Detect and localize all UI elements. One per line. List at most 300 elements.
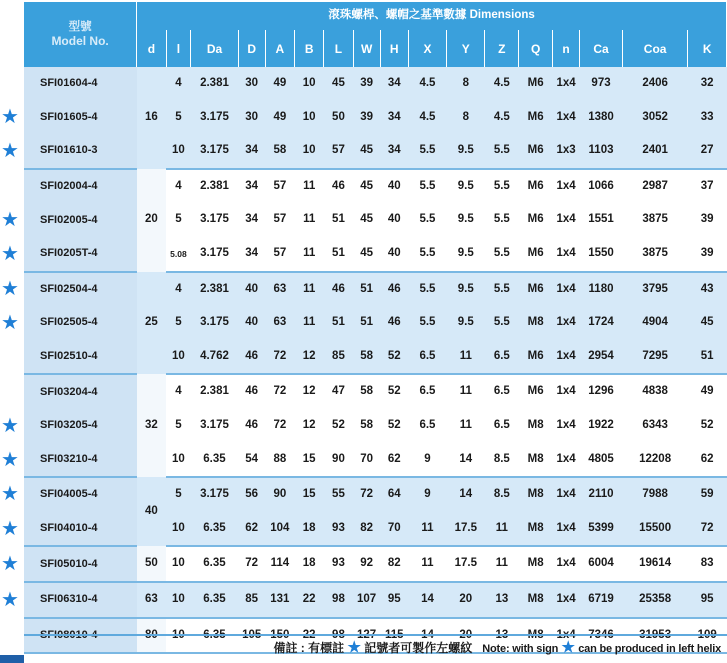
table-row [24, 237, 727, 272]
cell-k: 59 [688, 477, 727, 512]
cell-z: 5.5 [485, 134, 519, 169]
cell-q: M8 [519, 546, 553, 582]
cell-a: 57 [265, 169, 294, 204]
spec-table-wrapper [24, 2, 727, 654]
cell-k: 32 [688, 67, 727, 101]
cell-ca: 1296 [580, 374, 623, 409]
cell-coa: 3795 [622, 272, 687, 307]
model-number: SFI03205-4 [24, 409, 137, 443]
cell-q: M6 [519, 237, 553, 272]
star-icon: ★ [1, 448, 19, 471]
cell-x: 5.5 [408, 169, 446, 204]
cell-y: 9.5 [447, 134, 485, 169]
cell-q: M8 [519, 409, 553, 443]
cell-b: 15 [295, 477, 324, 512]
cell-w: 58 [353, 374, 380, 409]
cell-a: 72 [265, 340, 294, 375]
ball-screw-spec-table [24, 2, 727, 654]
cell-ca: 1724 [580, 306, 623, 340]
cell-x: 5.5 [408, 237, 446, 272]
cell-y: 9.5 [447, 306, 485, 340]
cell-h: 40 [380, 169, 408, 204]
cell-a: 63 [265, 272, 294, 307]
cell-h: 52 [380, 374, 408, 409]
cell-q: M8 [519, 477, 553, 512]
dimensions-header: 滾珠螺桿、螺帽之基準數據 Dimensions [137, 2, 727, 30]
cell-coa: 3875 [622, 203, 687, 237]
cell-da: 6.35 [191, 443, 238, 478]
nominal-diameter: 16 [137, 67, 166, 169]
cell-x: 6.5 [408, 374, 446, 409]
column-header-q: Q [519, 30, 553, 67]
cell-z: 5.5 [485, 237, 519, 272]
cell-w: 45 [353, 237, 380, 272]
cell-l: 51 [324, 306, 353, 340]
cell-d: 46 [238, 340, 265, 375]
cell-l: 5 [166, 101, 191, 135]
cell-w: 39 [353, 67, 380, 101]
nominal-diameter: 63 [137, 582, 166, 618]
cell-da: 3.175 [191, 101, 238, 135]
cell-y: 9.5 [447, 203, 485, 237]
cell-n: 1x4 [553, 306, 580, 340]
cell-q: M6 [519, 101, 553, 135]
cell-k: 72 [688, 512, 727, 547]
cell-q: M6 [519, 374, 553, 409]
cell-d: 54 [238, 443, 265, 478]
model-number: SFI04005-4 [24, 477, 137, 512]
cell-h: 34 [380, 134, 408, 169]
cell-l: 4 [166, 67, 191, 101]
star-icon: ★ [1, 553, 19, 576]
cell-y: 11 [447, 374, 485, 409]
model-header-zh: 型號 [68, 20, 92, 33]
model-number: SFI02005-4 [24, 203, 137, 237]
cell-d: 34 [238, 134, 265, 169]
column-header-l: l [166, 30, 191, 67]
column-header-h: H [380, 30, 408, 67]
cell-n: 1x4 [553, 582, 580, 618]
cell-n: 1x4 [553, 101, 580, 135]
cell-ca: 5399 [580, 512, 623, 547]
cell-n: 1x4 [553, 169, 580, 204]
cell-a: 58 [265, 134, 294, 169]
cell-da: 3.175 [191, 237, 238, 272]
cell-l: 5 [166, 306, 191, 340]
cell-x: 11 [408, 546, 446, 582]
cell-a: 114 [265, 546, 294, 582]
cell-h: 46 [380, 306, 408, 340]
footer-note [0, 638, 727, 660]
column-header-coa: Coa [622, 30, 687, 67]
cell-y: 14 [447, 443, 485, 478]
cell-l: 4 [166, 272, 191, 307]
cell-w: 82 [353, 512, 380, 547]
cell-h: 52 [380, 340, 408, 375]
cell-ca: 2110 [580, 477, 623, 512]
cell-ca: 1551 [580, 203, 623, 237]
cell-x: 5.5 [408, 134, 446, 169]
nominal-diameter: 20 [137, 169, 166, 272]
star-icon: ★ [1, 106, 19, 129]
cell-ca: 1922 [580, 409, 623, 443]
cell-d: 34 [238, 169, 265, 204]
cell-w: 51 [353, 272, 380, 307]
cell-x: 11 [408, 512, 446, 547]
model-header [24, 2, 137, 67]
table-row [24, 409, 727, 443]
cell-l: 10 [166, 582, 191, 618]
cell-coa: 4904 [622, 306, 687, 340]
cell-k: 43 [688, 272, 727, 307]
model-number: SFI02004-4 [24, 169, 137, 204]
star-icon: ★ [1, 311, 19, 334]
cell-l: 85 [324, 340, 353, 375]
cell-a: 63 [265, 306, 294, 340]
cell-ca: 1550 [580, 237, 623, 272]
cell-k: 27 [688, 134, 727, 169]
cell-x: 5.5 [408, 272, 446, 307]
cell-ca: 1180 [580, 272, 623, 307]
column-header-da: Da [191, 30, 238, 67]
cell-d: 40 [238, 306, 265, 340]
cell-coa: 3875 [622, 237, 687, 272]
cell-h: 64 [380, 477, 408, 512]
cell-a: 49 [265, 67, 294, 101]
cell-a: 104 [265, 512, 294, 547]
cell-da: 3.175 [191, 306, 238, 340]
cell-da: 4.762 [191, 340, 238, 375]
cell-b: 10 [295, 101, 324, 135]
cell-h: 46 [380, 272, 408, 307]
star-icon: ★ [1, 518, 19, 541]
cell-coa: 2406 [622, 67, 687, 101]
cell-l: 93 [324, 546, 353, 582]
cell-b: 12 [295, 340, 324, 375]
cell-x: 4.5 [408, 67, 446, 101]
cell-da: 6.35 [191, 512, 238, 547]
cell-a: 131 [265, 582, 294, 618]
star-icon: ★ [1, 209, 19, 232]
cell-da: 6.35 [191, 546, 238, 582]
cell-q: M6 [519, 203, 553, 237]
cell-da: 3.175 [191, 409, 238, 443]
cell-n: 1x4 [553, 477, 580, 512]
cell-coa: 2987 [622, 169, 687, 204]
nominal-diameter: 40 [137, 477, 166, 546]
cell-h: 70 [380, 512, 408, 547]
footer-note-en-prefix: Note: with sign [482, 643, 559, 655]
star-icon: ★ [1, 588, 19, 611]
cell-b: 10 [295, 134, 324, 169]
cell-da: 3.175 [191, 477, 238, 512]
cell-k: 62 [688, 443, 727, 478]
table-row [24, 306, 727, 340]
cell-w: 51 [353, 306, 380, 340]
footer-note-en-suffix: can be produced in left helix [578, 643, 721, 655]
cell-k: 83 [688, 546, 727, 582]
table-body [24, 67, 727, 653]
cell-w: 39 [353, 101, 380, 135]
cell-b: 11 [295, 306, 324, 340]
column-header-k: K [688, 30, 727, 67]
cell-b: 12 [295, 409, 324, 443]
cell-l: 93 [324, 512, 353, 547]
cell-y: 9.5 [447, 169, 485, 204]
cell-k: 45 [688, 306, 727, 340]
model-number: SFI04010-4 [24, 512, 137, 547]
cell-y: 20 [447, 582, 485, 618]
corner-bar [0, 655, 24, 663]
cell-k: 37 [688, 169, 727, 204]
cell-w: 70 [353, 443, 380, 478]
table-row [24, 443, 727, 478]
cell-x: 5.5 [408, 306, 446, 340]
cell-da: 2.381 [191, 272, 238, 307]
column-header-x: X [408, 30, 446, 67]
column-header-ca: Ca [580, 30, 623, 67]
cell-h: 34 [380, 67, 408, 101]
nominal-diameter: 50 [137, 546, 166, 582]
cell-ca: 973 [580, 67, 623, 101]
cell-l: 5.08 [166, 237, 191, 272]
cell-z: 5.5 [485, 306, 519, 340]
cell-a: 88 [265, 443, 294, 478]
cell-da: 6.35 [191, 582, 238, 618]
cell-y: 17.5 [447, 546, 485, 582]
cell-coa: 19614 [622, 546, 687, 582]
cell-w: 45 [353, 203, 380, 237]
cell-d: 34 [238, 203, 265, 237]
nominal-diameter: 32 [137, 374, 166, 477]
cell-l: 10 [166, 546, 191, 582]
cell-l: 10 [166, 443, 191, 478]
table-row [24, 203, 727, 237]
cell-h: 95 [380, 582, 408, 618]
cell-ca: 6719 [580, 582, 623, 618]
cell-z: 5.5 [485, 203, 519, 237]
cell-coa: 3052 [622, 101, 687, 135]
cell-q: M8 [519, 512, 553, 547]
cell-a: 57 [265, 203, 294, 237]
cell-l: 90 [324, 443, 353, 478]
cell-x: 14 [408, 582, 446, 618]
cell-z: 6.5 [485, 374, 519, 409]
cell-x: 6.5 [408, 409, 446, 443]
cell-coa: 7295 [622, 340, 687, 375]
cell-w: 45 [353, 169, 380, 204]
cell-coa: 6343 [622, 409, 687, 443]
table-row [24, 477, 727, 512]
table-row [24, 169, 727, 204]
table-row [24, 101, 727, 135]
cell-l: 4 [166, 374, 191, 409]
cell-ca: 4805 [580, 443, 623, 478]
cell-q: M6 [519, 134, 553, 169]
cell-z: 6.5 [485, 409, 519, 443]
model-number: SFI01604-4 [24, 67, 137, 101]
cell-w: 58 [353, 340, 380, 375]
cell-n: 1x4 [553, 512, 580, 547]
cell-q: M6 [519, 67, 553, 101]
cell-h: 62 [380, 443, 408, 478]
cell-ca: 1380 [580, 101, 623, 135]
cell-z: 6.5 [485, 340, 519, 375]
cell-coa: 4838 [622, 374, 687, 409]
cell-q: M8 [519, 443, 553, 478]
cell-x: 4.5 [408, 101, 446, 135]
cell-l: 5 [166, 203, 191, 237]
cell-da: 2.381 [191, 169, 238, 204]
column-header-y: Y [447, 30, 485, 67]
cell-l: 4 [166, 169, 191, 204]
cell-a: 57 [265, 237, 294, 272]
cell-b: 18 [295, 546, 324, 582]
cell-w: 72 [353, 477, 380, 512]
cell-l: 51 [324, 237, 353, 272]
cell-da: 2.381 [191, 374, 238, 409]
star-icon: ★ [561, 639, 575, 656]
star-icon: ★ [1, 140, 19, 163]
cell-l: 5 [166, 409, 191, 443]
cell-ca: 1103 [580, 134, 623, 169]
cell-l: 45 [324, 67, 353, 101]
cell-n: 1x4 [553, 67, 580, 101]
cell-l: 10 [166, 512, 191, 547]
column-header-n: n [553, 30, 580, 67]
model-number: SFI05010-4 [24, 546, 137, 582]
cell-h: 52 [380, 409, 408, 443]
cell-coa: 7988 [622, 477, 687, 512]
cell-q: M8 [519, 306, 553, 340]
cell-w: 58 [353, 409, 380, 443]
cell-z: 11 [485, 546, 519, 582]
model-number: SFI02510-4 [24, 340, 137, 375]
model-number: SFI06310-4 [24, 582, 137, 618]
cell-z: 4.5 [485, 67, 519, 101]
cell-z: 8.5 [485, 443, 519, 478]
cell-d: 62 [238, 512, 265, 547]
cell-q: M8 [519, 582, 553, 618]
table-row [24, 67, 727, 101]
star-icon: ★ [1, 277, 19, 300]
cell-b: 10 [295, 67, 324, 101]
cell-l: 57 [324, 134, 353, 169]
footer-prefix-zh: 備註 : 有標註 [273, 641, 345, 655]
cell-l: 46 [324, 169, 353, 204]
cell-d: 40 [238, 272, 265, 307]
nominal-diameter: 25 [137, 272, 166, 375]
cell-l: 47 [324, 374, 353, 409]
cell-q: M6 [519, 272, 553, 307]
star-icon: ★ [1, 414, 19, 437]
cell-k: 33 [688, 101, 727, 135]
cell-a: 72 [265, 409, 294, 443]
cell-n: 1x4 [553, 374, 580, 409]
cell-y: 11 [447, 409, 485, 443]
cell-d: 72 [238, 546, 265, 582]
cell-ca: 2954 [580, 340, 623, 375]
cell-d: 56 [238, 477, 265, 512]
cell-k: 95 [688, 582, 727, 618]
cell-n: 1x4 [553, 409, 580, 443]
cell-h: 82 [380, 546, 408, 582]
cell-z: 13 [485, 582, 519, 618]
cell-l: 5 [166, 477, 191, 512]
cell-d: 34 [238, 237, 265, 272]
cell-a: 49 [265, 101, 294, 135]
table-row [24, 512, 727, 547]
table-row [24, 374, 727, 409]
table-row [24, 546, 727, 582]
cell-l: 52 [324, 409, 353, 443]
column-header-d: d [137, 30, 166, 67]
cell-da: 3.175 [191, 134, 238, 169]
cell-coa: 12208 [622, 443, 687, 478]
model-number: SFI01605-4 [24, 101, 137, 135]
table-row [24, 272, 727, 307]
model-number: SFI02504-4 [24, 272, 137, 307]
cell-ca: 6004 [580, 546, 623, 582]
model-number: SFI02505-4 [24, 306, 137, 340]
cell-n: 1x4 [553, 546, 580, 582]
cell-x: 6.5 [408, 340, 446, 375]
cell-l: 51 [324, 203, 353, 237]
cell-b: 11 [295, 237, 324, 272]
cell-x: 9 [408, 477, 446, 512]
cell-x: 5.5 [408, 203, 446, 237]
cell-n: 1x4 [553, 237, 580, 272]
cell-n: 1x4 [553, 443, 580, 478]
star-icon: ★ [347, 639, 361, 656]
cell-d: 46 [238, 409, 265, 443]
cell-b: 22 [295, 582, 324, 618]
model-number: SFI01610-3 [24, 134, 137, 169]
cell-z: 8.5 [485, 477, 519, 512]
cell-w: 45 [353, 134, 380, 169]
cell-k: 52 [688, 409, 727, 443]
cell-n: 1x4 [553, 203, 580, 237]
cell-q: M6 [519, 169, 553, 204]
cell-z: 11 [485, 512, 519, 547]
cell-b: 12 [295, 374, 324, 409]
cell-k: 49 [688, 374, 727, 409]
cell-y: 9.5 [447, 237, 485, 272]
cell-q: M6 [519, 340, 553, 375]
column-header-l: L [324, 30, 353, 67]
cell-b: 15 [295, 443, 324, 478]
cell-b: 11 [295, 203, 324, 237]
cell-coa: 2401 [622, 134, 687, 169]
cell-l: 50 [324, 101, 353, 135]
cell-y: 14 [447, 477, 485, 512]
cell-y: 9.5 [447, 272, 485, 307]
cell-h: 34 [380, 101, 408, 135]
model-number: SFI03210-4 [24, 443, 137, 478]
cell-a: 72 [265, 374, 294, 409]
cell-a: 90 [265, 477, 294, 512]
cell-x: 9 [408, 443, 446, 478]
cell-w: 92 [353, 546, 380, 582]
star-icon: ★ [1, 483, 19, 506]
cell-y: 8 [447, 101, 485, 135]
cell-coa: 25358 [622, 582, 687, 618]
footer-suffix-zh: 記號者可製作左螺紋 [364, 641, 473, 655]
cell-w: 107 [353, 582, 380, 618]
table-row [24, 134, 727, 169]
cell-z: 5.5 [485, 169, 519, 204]
cell-l: 10 [166, 340, 191, 375]
